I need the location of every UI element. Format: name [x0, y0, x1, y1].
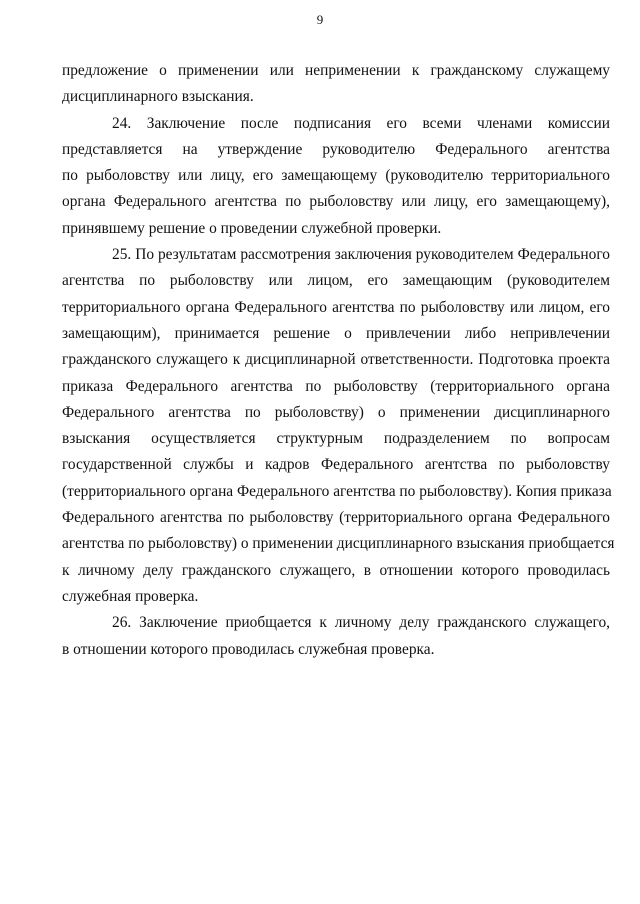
text-line: в отношении которого проводилась служебная проверка.: [62, 640, 435, 658]
document-body: [62, 58, 615, 663]
text-line: Федерального агентства по рыболовству (территориального органа Федерального: [62, 509, 610, 527]
text-line: органа Федерального агентства по рыболовству или лицу, его замещающему),: [62, 193, 610, 211]
text-line: служебная проверка.: [62, 587, 199, 605]
text-line: (территориального органа Федерального агентства по рыболовству). Копия приказа: [62, 482, 612, 500]
text-line: принявшему решение о проведении служебной проверки.: [62, 219, 442, 237]
page-number: 9: [316, 12, 324, 27]
text-line: территориального органа Федерального агентства по рыболовству или лицом, его: [62, 298, 610, 316]
text-line: представляется на утверждение руководителю Федерального агентства: [62, 140, 610, 158]
text-line: приказа Федерального агентства по рыболовству (территориального органа: [62, 377, 610, 395]
text-line: 24. Заключение после подписания его всеми членами комиссии: [112, 114, 610, 132]
paragraph-continuation: [62, 58, 610, 111]
text-line: гражданского служащего к дисциплинарной ответственности. Подготовка проекта: [62, 351, 610, 369]
text-line: Федерального агентства по рыболовству) о применении дисциплинарного: [62, 403, 610, 421]
text-line: к личному делу гражданского служащего, в отношении которого проводилась: [62, 561, 610, 579]
text-line: предложение о применении или неприменении к гражданскому служащему: [62, 62, 610, 79]
text-line: 26. Заключение приобщается к личному делу гражданского служащего,: [112, 614, 610, 632]
text-line: дисциплинарного взыскания.: [62, 88, 254, 106]
text-line: по рыболовству или лицу, его замещающему (руководителю территориального: [62, 167, 610, 185]
paragraph-25: [62, 242, 615, 610]
text-line: агентства по рыболовству) о применении дисциплинарного взыскания приобщается: [62, 535, 615, 553]
text-line: государственной службы и кадров Федерального агентства по рыболовству: [62, 456, 610, 474]
text-line: агентства по рыболовству или лицом, его замещающим (руководителем: [62, 272, 610, 290]
text-line: 25. По результатам рассмотрения заключения руководителем Федерального: [112, 246, 610, 264]
text-line: замещающим), принимается решение о привлечении либо непривлечении: [62, 324, 610, 342]
paragraph-24: [62, 111, 610, 242]
paragraph-26: [62, 610, 610, 663]
text-line: взыскания осуществляется структурным подразделением по вопросам: [62, 430, 610, 448]
